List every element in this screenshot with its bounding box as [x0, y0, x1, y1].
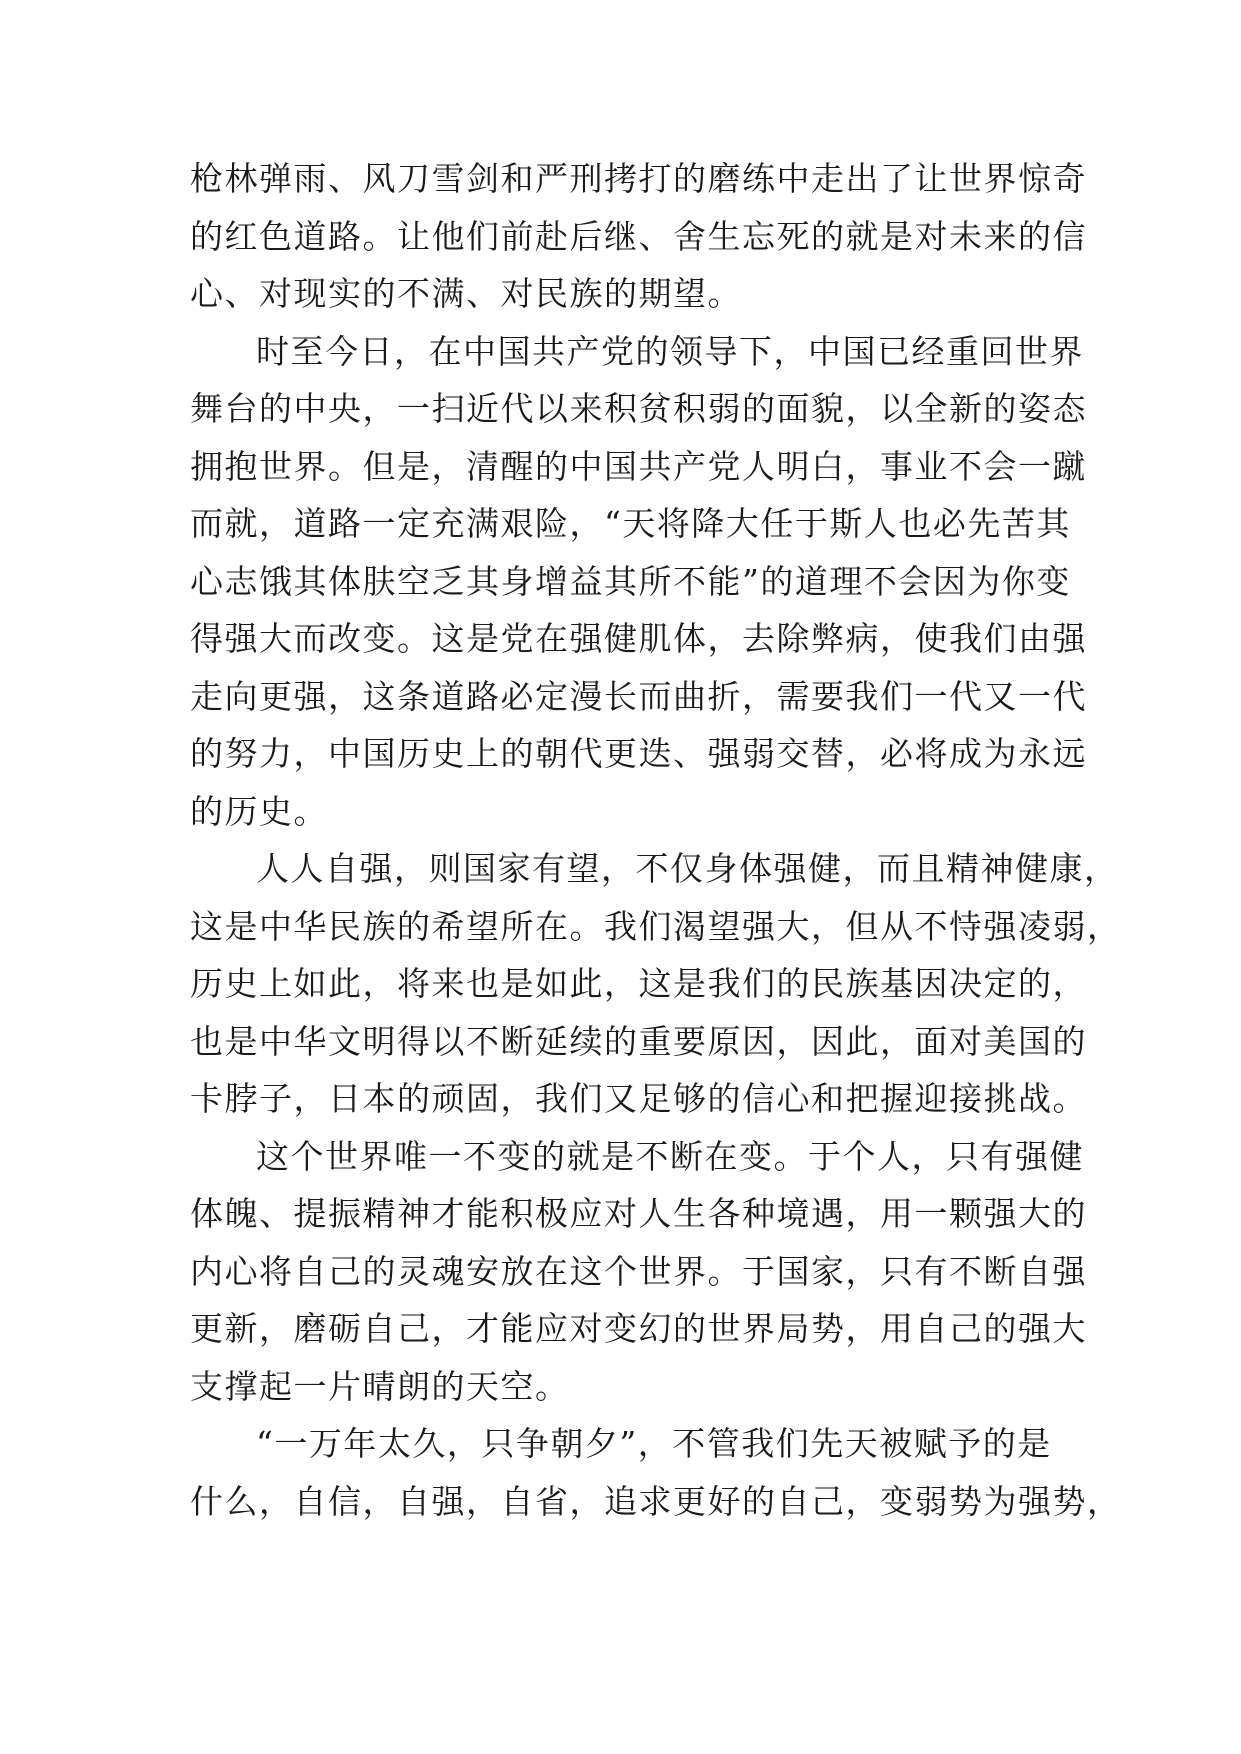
text-line: 什么，自信，自强，自省，追求更好的自己，变弱势为强势， [190, 1481, 1122, 1521]
text-line: 的努力，中国历史上的朝代更迭、强弱交替，必将成为永远 [190, 734, 1087, 773]
text-line: 拥抱世界。但是，清醒的中国共产党人明白，事业不会一蹴 [190, 446, 1087, 486]
paragraph-start-line: 这个世界唯一不变的就是不断在变。于个人，只有强健 [256, 1136, 1084, 1176]
text-line: 体魄、提振精神才能积极应对人生各种境遇，用一颗强大的 [190, 1194, 1087, 1233]
paragraph-start-line: 时至今日，在中国共产党的领导下，中国已经重回世界 [256, 331, 1084, 371]
text-line: 心志饿其体肤空乏其身增益其所不能”的道理不会因为你变 [190, 561, 1071, 601]
text-line: 历史上如此，将来也是如此，这是我们的民族基因决定的， [190, 964, 1087, 1003]
text-line: 而就，道路一定充满艰险，“天将降大任于斯人也必先苦其 [190, 504, 1071, 543]
text-line: 心、对现实的不满、对民族的期望。 [190, 274, 742, 313]
text-line: 这是中华民族的希望所在。我们渴望强大，但从不恃强凌弱， [190, 906, 1122, 946]
text-line: 的历史。 [190, 791, 328, 831]
text-line: 更新，磨砺自己，才能应对变幻的世界局势，用自己的强大 [190, 1309, 1087, 1348]
text-line: 得强大而改变。这是党在强健肌体，去除弊病，使我们由强 [190, 619, 1087, 658]
text-line: 也是中华文明得以不断延续的重要原因，因此，面对美国的 [190, 1021, 1087, 1061]
text-line: 枪林弹雨、风刀雪剑和严刑拷打的磨练中走出了让世界惊奇 [190, 159, 1087, 198]
text-line: 内心将自己的灵魂安放在这个世界。于国家，只有不断自强 [190, 1251, 1087, 1291]
body-text [190, 156, 1122, 1536]
paragraph-start-line: “一万年太久，只争朝夕”，不管我们先天被赋予的是 [256, 1424, 1052, 1463]
text-line: 卡脖子，日本的顽固，我们又足够的信心和把握迎接挑战。 [190, 1079, 1087, 1118]
text-line: 的红色道路。让他们前赴后继、舍生忘死的就是对未来的信 [190, 216, 1087, 256]
text-line: 舞台的中央，一扫近代以来积贫积弱的面貌，以全新的姿态 [190, 389, 1087, 428]
text-line: 走向更强，这条道路必定漫长而曲折，需要我们一代又一代 [190, 676, 1087, 716]
paragraph-start-line: 人人自强，则国家有望，不仅身体强健，而且精神健康， [256, 849, 1119, 888]
text-line: 支撑起一片晴朗的天空。 [190, 1366, 570, 1406]
